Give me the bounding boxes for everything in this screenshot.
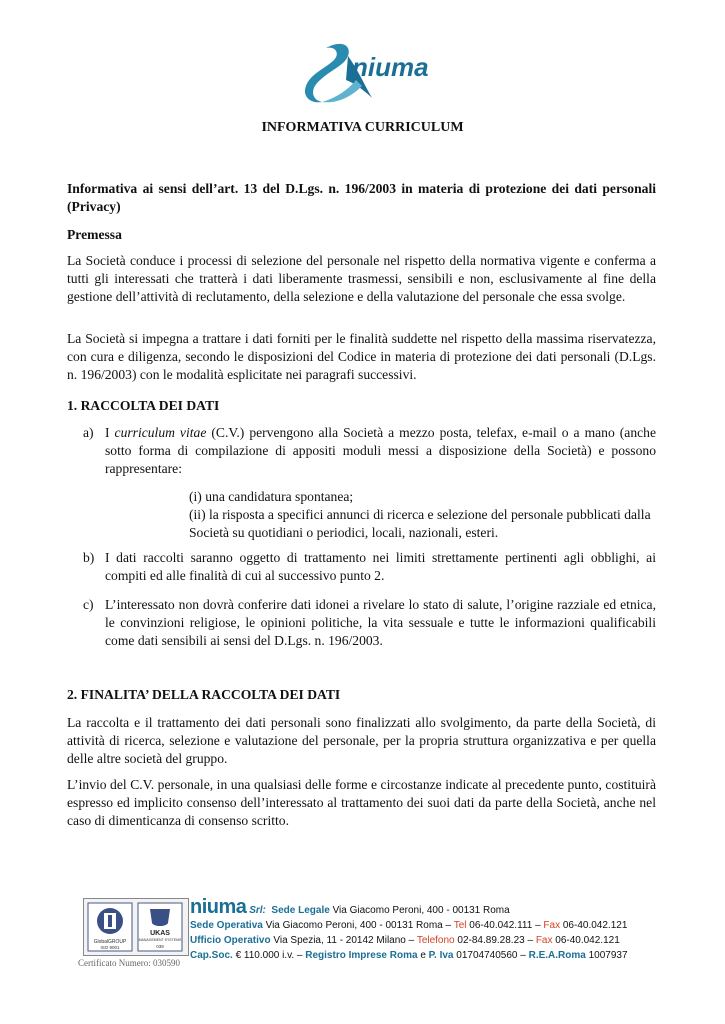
telefono-value: 02-84.89.28.23 [457, 935, 525, 946]
premessa-paragraph-2: La Società si impegna a trattare i dati forniti per le finalità suddette nel rispetto della massima riservatezza, con cura e diligenza, secondo le disposizioni del Codice in materia di protezione dei dati personali (D.Lgs. n. 196/2003) con le modalità esplicitate nei paragrafi successivi. [67, 331, 656, 382]
footer-line-1 [190, 896, 660, 918]
footer-line-2: Sede Operativa Via Giacomo Peroni, 400 - 00131 Roma – Tel 06-40.042.111 – Fax 06-40.042.121 [190, 920, 628, 931]
cert-ukas-text: UKAS [150, 930, 170, 937]
section-1-item-c [83, 596, 656, 650]
footer-conjunction: e [420, 950, 426, 961]
footer-srl: Srl: [249, 905, 266, 916]
rea-value: 1007937 [588, 950, 628, 961]
tel-value: 06-40.042.111 [469, 920, 533, 931]
premessa-heading: Premessa [67, 227, 122, 242]
footer-line-4 [190, 948, 660, 963]
cert-global-text: GlobalGROUP [93, 939, 127, 945]
item-b-label: b) [83, 550, 95, 565]
ufficio-operativo-label: Ufficio Operativo [190, 935, 271, 946]
logo-text: niuma [352, 52, 429, 82]
fax-value: 06-40.042.121 [562, 920, 628, 931]
certification-logos [84, 899, 188, 955]
capsoc-label: Cap.Soc. [190, 950, 233, 961]
section-1-item-b [83, 549, 656, 585]
section-2-heading: 2. FINALITA’ DELLA RACCOLTA DEI DATI [67, 687, 341, 702]
section-2-paragraph-2: L’invio del C.V. personale, in una qualsiasi delle forme e circostanze indicate al precedente punto, costituirà espresso ed implicito consenso dell’interessato al trattamento dei suoi dati da parte della Società, anche nel caso di dimenticanza di consenso scritto. [67, 777, 656, 828]
footer-brand: niuma [190, 896, 247, 918]
item-a-text-pre: I [105, 425, 115, 440]
item-c-text: L’interessato non dovrà conferire dati idonei a rivelare lo stato di salute, l’origine razziale ed etnica, le convinzioni religiose, le opinioni politiche, la vita sessuale e tutte le informazioni qualificabili come dati sensibili ai sensi del D.Lgs. n. 196/2003. [105, 597, 656, 648]
rea-label: R.E.A.Roma [528, 950, 586, 961]
sede-operativa-text: Via Giacomo Peroni, 400 - 00131 Roma – [265, 920, 452, 931]
sede-operativa-label: Sede Operativa [190, 920, 263, 931]
certification-badge [83, 898, 189, 956]
telefono-label: Telefono [416, 935, 455, 946]
sub-item-i: (i) una candidatura spontanea; [189, 489, 354, 504]
cert-ukas-sub-text: MANAGEMENT SYSTEMS [138, 938, 182, 942]
intro-heading: Informativa ai sensi dell’art. 13 del D.Lgs. n. 196/2003 in materia di protezione dei dati personali (Privacy) [67, 181, 656, 214]
sub-item-ii: (ii) la risposta a specifici annunci di ricerca e selezione del personale pubblicati dalla Società su quotidiani o periodici, locali, nazionali, esteri. [189, 507, 651, 540]
piva-label: P. Iva [428, 950, 454, 961]
niuma-logo [300, 40, 430, 106]
ufficio-operativo-text: Via Spezia, 11 - 20142 Milano – [273, 935, 415, 946]
tel-label: Tel [453, 920, 467, 931]
item-a-italic: curriculum vitae [114, 425, 207, 440]
footer-line-3: Ufficio Operativo Via Spezia, 11 - 20142 Milano – Telefono 02-84.89.28.23 – Fax 06-40.042.121 [190, 935, 620, 946]
document-title: INFORMATIVA CURRICULUM [261, 120, 464, 135]
cert-iso-text: ISO 9001 [100, 945, 120, 950]
certificate-caption: Certificato Numero: 030590 [78, 958, 180, 968]
sede-legale-label: Sede Legale [271, 905, 330, 916]
cert-number-text: 039 [156, 944, 164, 949]
item-a-label: a) [83, 425, 94, 440]
sede-legale-text: Via Giacomo Peroni, 400 - 00131 Roma [332, 905, 510, 916]
piva-value: 01704740560 – [456, 950, 526, 961]
section-1-item-a [83, 424, 656, 478]
premessa-paragraph-1: La Società conduce i processi di selezione del personale nel rispetto della normativa vigente e conferma a tutti gli interessati che tratterà i dati liberamente trasmessi, sensibili e non, esclusivamente al fine della gestione dell’attività di reclutamento, della selezione e della valutazione del personale che essa svolge. [67, 253, 656, 304]
fax2-value: 06-40.042.121 [555, 935, 620, 946]
section-2-paragraph-1: La raccolta e il trattamento dei dati personali sono finalizzati allo svolgimento, da parte della Società, di attività di ricerca, selezione e valutazione del personale, per la propria struttura organizzativa e per quella delle altre società del gruppo. [67, 715, 656, 766]
item-b-text: I dati raccolti saranno oggetto di trattamento nei limiti strettamente pertinenti agli obblighi, ai compiti ed alle finalità di cui al successivo punto 2. [105, 550, 656, 583]
capsoc-value: € 110.000 i.v. – [235, 950, 303, 961]
fax2-label: Fax [535, 935, 553, 946]
company-footer [190, 896, 660, 963]
item-c-label: c) [83, 597, 94, 612]
registro-imprese-label: Registro Imprese Roma [305, 950, 418, 961]
item-a-text-post: (C.V.) pervengono alla Società a mezzo posta, telefax, e-mail o a mano (anche sotto forma di compilazione di appositi moduli messi a disposizione della Società) e possono rappresentare: [105, 425, 656, 476]
section-1-heading: 1. RACCOLTA DEI DATI [67, 398, 220, 413]
fax-label: Fax [543, 920, 561, 931]
